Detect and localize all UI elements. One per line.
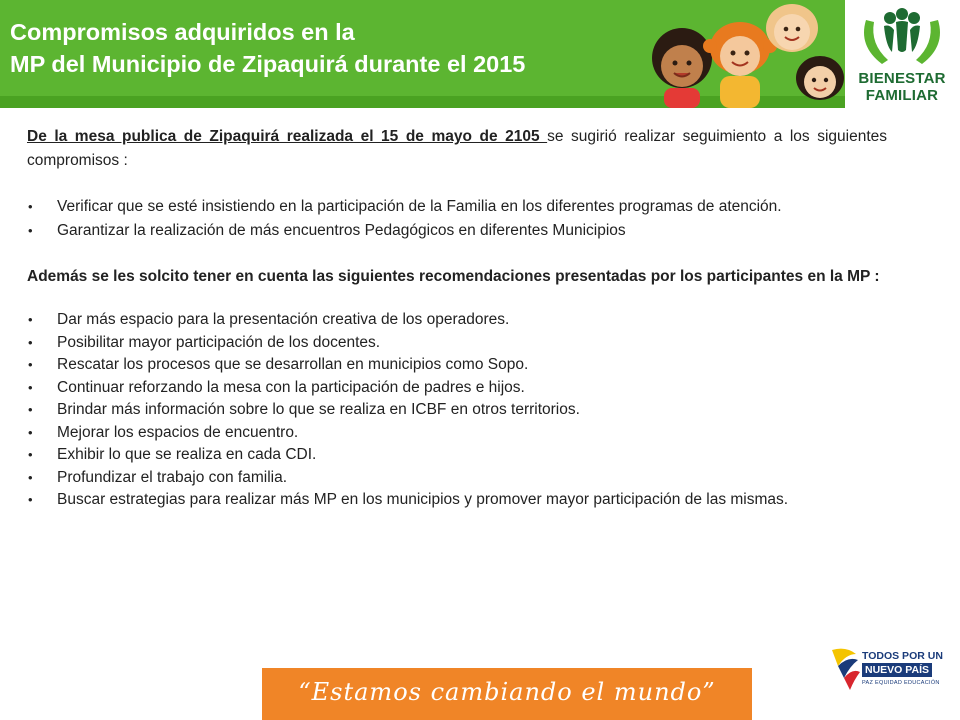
intro-paragraph xyxy=(27,125,887,173)
slide-title xyxy=(10,16,525,80)
bienestar-familiar-logo xyxy=(848,6,956,106)
recommendations-heading: Además se les solcito tener en cuenta las siguientes recomendaciones presentadas por los participantes en la MP : xyxy=(27,268,880,285)
list-item: • Buscar estrategias para realizar más MP en los municipios y promover mayor participación de las mismas. xyxy=(27,489,887,512)
slogan-text: “Estamos cambiando el mundo” xyxy=(298,678,716,706)
children-illustration xyxy=(640,0,845,108)
logo-text-line-1: BIENESTAR xyxy=(858,70,946,87)
list-item: • Verificar que se esté insistiendo en la participación de la Familia en los diferentes programas de atención. xyxy=(27,195,887,219)
logo-text-line-2: FAMILIAR xyxy=(865,87,939,104)
title-banner xyxy=(0,0,845,108)
todos-por-un-nuevo-pais-logo xyxy=(828,640,950,698)
list-item: • Continuar reforzando la mesa con la participación de padres e hijos. xyxy=(27,377,887,400)
title-line-2: MP del Municipio de Zipaquirá durante el 2015 xyxy=(10,51,526,77)
list-item: • Rescatar los procesos que se desarrollan en municipios como Sopo. xyxy=(27,354,887,377)
list-item: • Exhibir lo que se realiza en cada CDI. xyxy=(27,444,887,467)
gov-line-2: NUEVO PAÍS xyxy=(862,663,932,677)
compromisos-list xyxy=(27,195,887,243)
list-item: • Garantizar la realización de más encuentros Pedagógicos en diferentes Municipios xyxy=(27,219,887,243)
child-face-1 xyxy=(652,28,712,108)
list-item: • Profundizar el trabajo con familia. xyxy=(27,467,887,490)
footer-slogan-band xyxy=(262,668,752,720)
intro-rest: se sugirió realizar seguimiento a los siguientes compromisos : xyxy=(27,128,887,169)
child-face-4 xyxy=(796,56,844,100)
gov-line-3: PAZ EQUIDAD EDUCACIÓN xyxy=(862,680,940,686)
list-item: • Dar más espacio para la presentación creativa de los operadores. xyxy=(27,309,887,332)
recomendaciones-list xyxy=(27,309,887,512)
colombia-flag-icon xyxy=(828,644,860,694)
slide-header xyxy=(0,0,960,112)
gov-line-1: TODOS POR UN xyxy=(862,650,943,662)
list-item: • Brindar más información sobre lo que se realiza en ICBF en otros territorios. xyxy=(27,399,887,422)
intro-lead: De la mesa publica de Zipaquirá realizada el 15 de mayo de 2105 xyxy=(27,128,548,145)
child-face-3 xyxy=(766,4,818,52)
title-line-1: Compromisos adquiridos en la xyxy=(10,19,355,45)
list-item: • Mejorar los espacios de encuentro. xyxy=(27,422,887,445)
list-item: • Posibilitar mayor participación de los docentes. xyxy=(27,332,887,355)
child-face-2 xyxy=(703,22,777,108)
slide-body xyxy=(27,125,887,512)
family-hands-icon xyxy=(848,6,956,68)
